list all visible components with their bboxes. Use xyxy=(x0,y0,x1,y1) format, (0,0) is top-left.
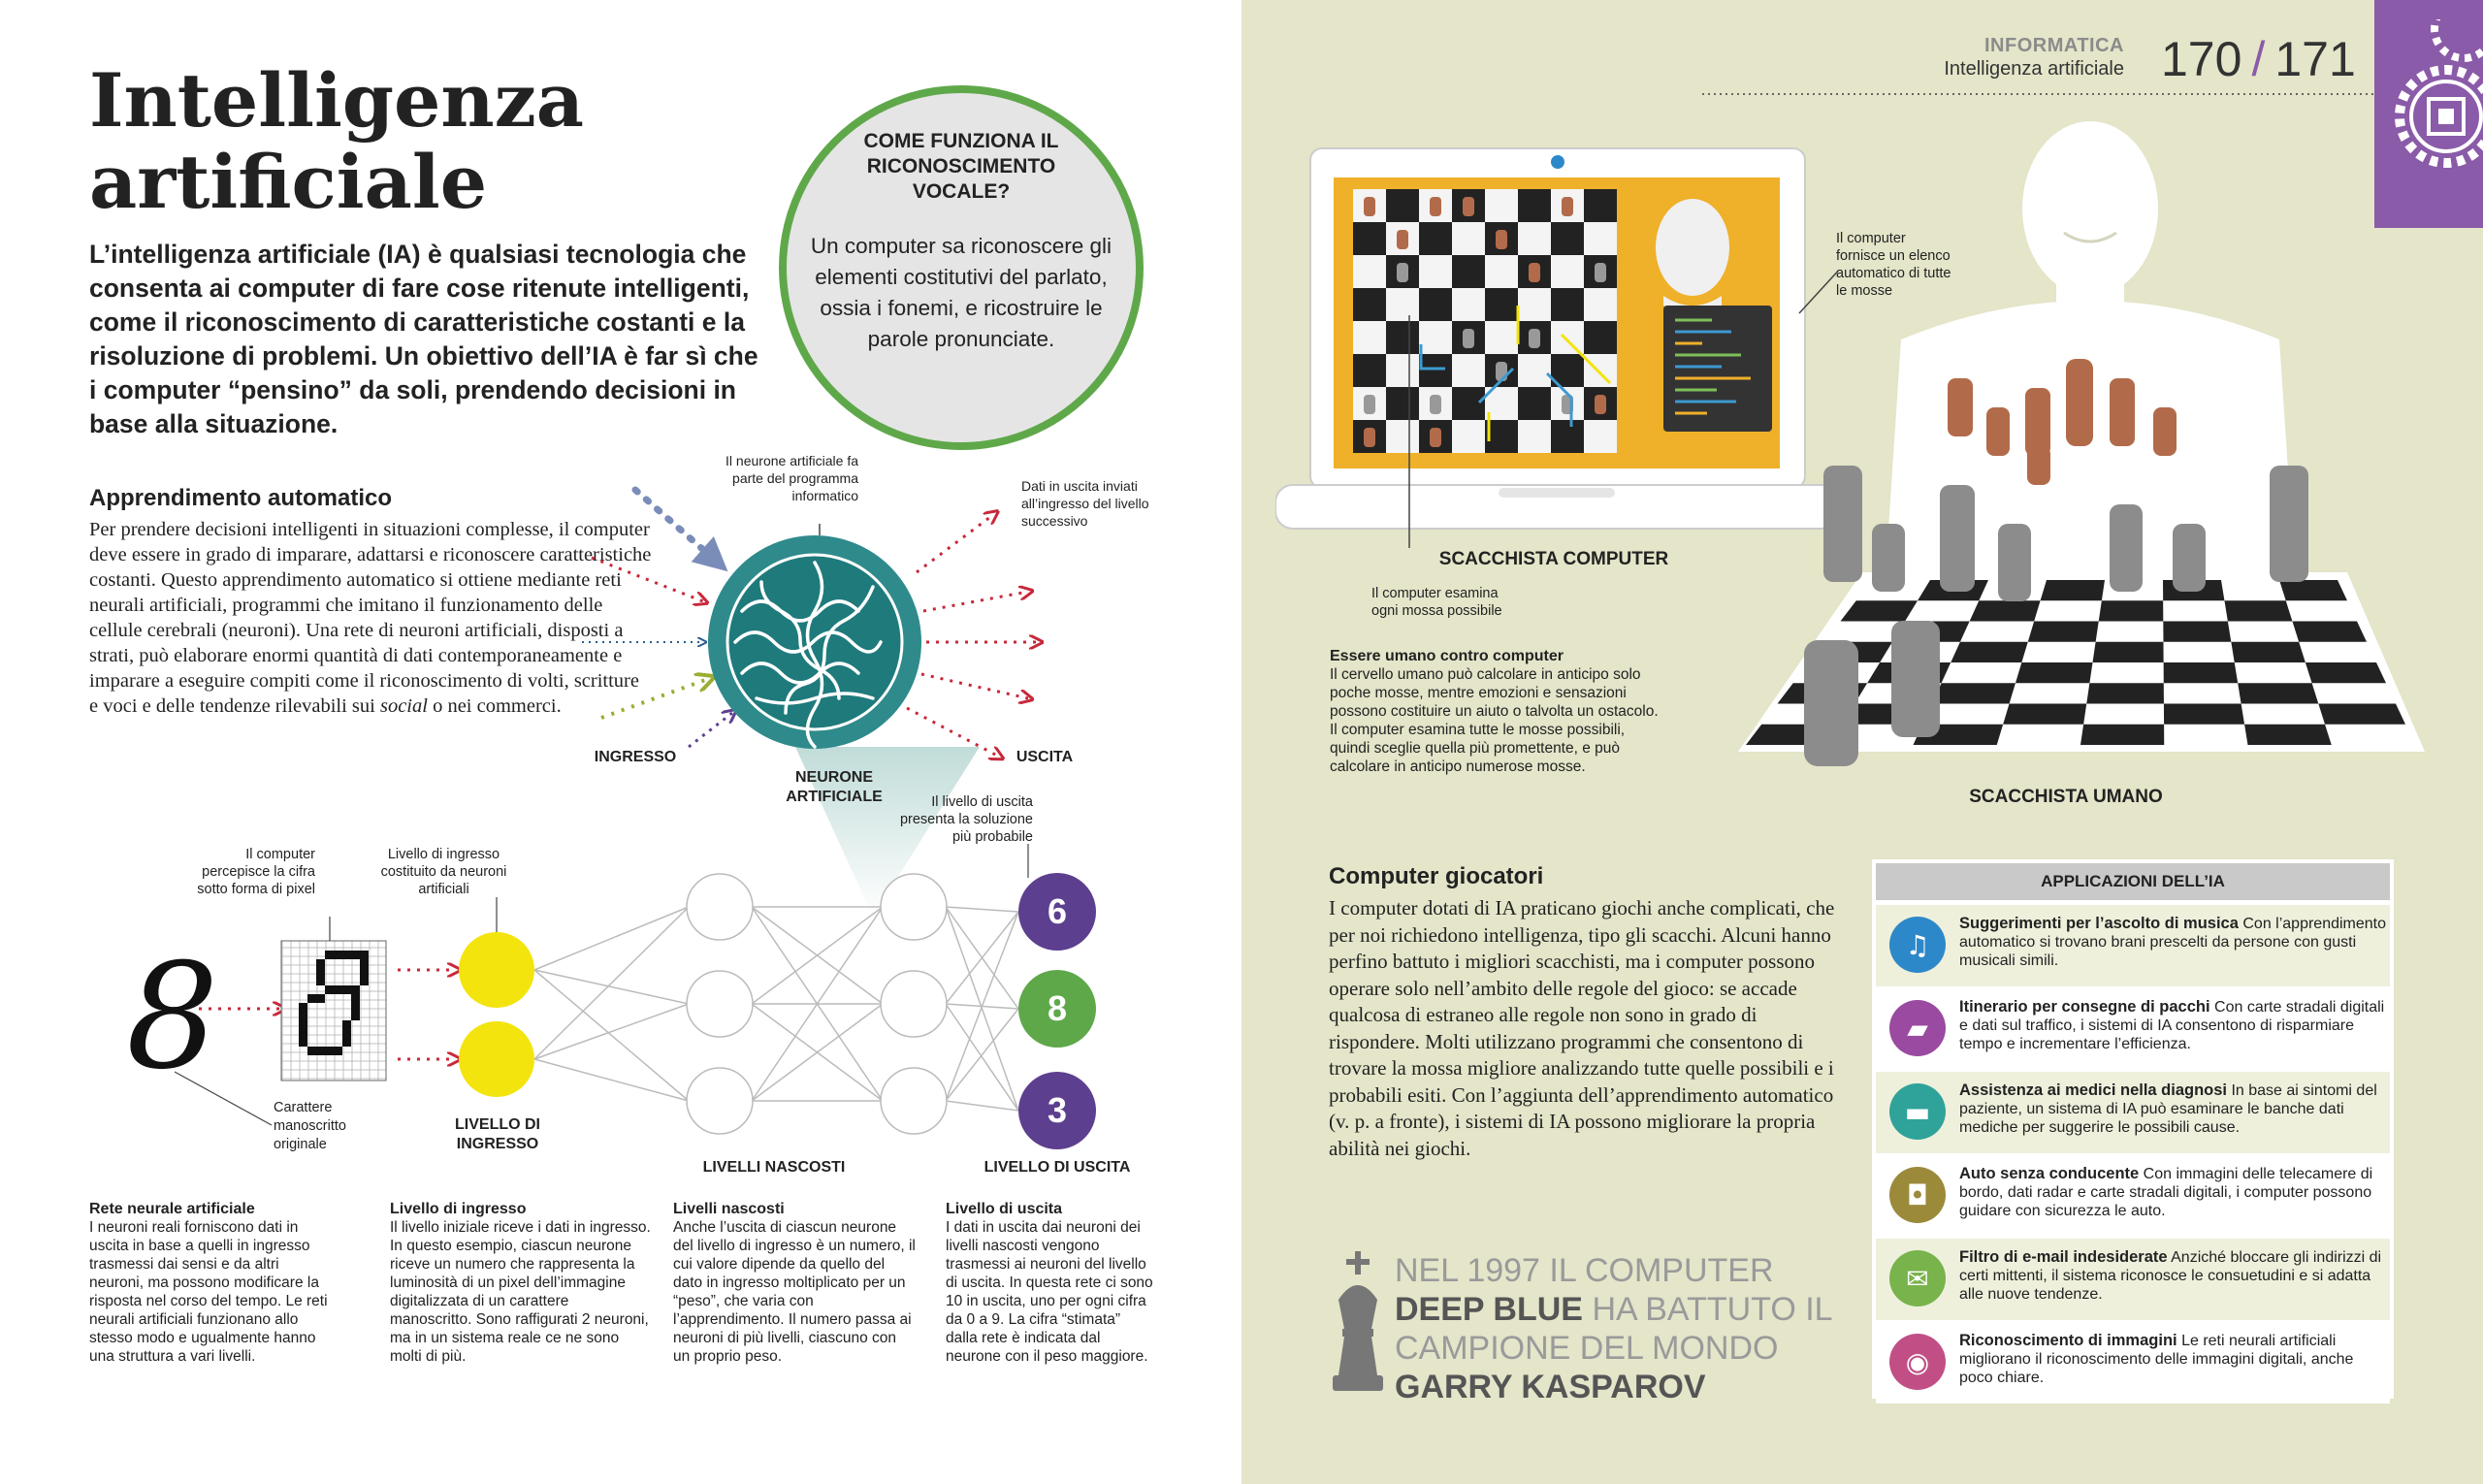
title-line-1: Intelligenza xyxy=(89,57,585,144)
application-title: Assistenza ai medici nella diagnosi xyxy=(1959,1081,2228,1099)
laptop-board-square xyxy=(1386,288,1419,321)
application-text xyxy=(1959,1248,2386,1304)
application-title: Filtro di e-mail indesiderate xyxy=(1959,1248,2168,1266)
page-number-right: 171 xyxy=(2274,32,2356,86)
truck-icon: ▰ xyxy=(1889,1000,1946,1056)
page-title xyxy=(89,57,585,225)
laptop-board-square xyxy=(1353,255,1386,288)
board-square xyxy=(2306,662,2386,683)
laptop-board-square xyxy=(1551,321,1584,354)
laptop-chess-piece xyxy=(1529,263,1540,282)
application-text xyxy=(1959,1081,2386,1137)
human-vs-computer: Essere umano contro computer Il cervello umano può calcolare in anticipo solo poche mosse, mentre emozioni e sensazioni possono costituire un aiuto o talvolta un ostacolo. Il computer esamina tutte le mosse possibili, quindi sceglie quella più promettente, e può calcolare in anticipo numerose mosse. xyxy=(1330,648,1659,775)
caption-hidden-layers: Livelli nascosti Anche l’uscita di ciascun neurone del livello di ingresso è un numero, il cui valore dipende da quello del dato in ingresso moltiplicato per un “peso”, che varia con l’apprendimento. Il numero passa ai neuroni di più livelli, ciascuno con un proprio peso. xyxy=(673,1201,916,1365)
laptop-board-square xyxy=(1551,255,1584,288)
laptop-board-square xyxy=(1485,321,1518,354)
header-divider xyxy=(1702,91,2381,97)
board-square xyxy=(2041,580,2105,600)
note-handwritten-character: Carattere manoscritto originale xyxy=(274,1100,346,1152)
output-neuron-3: 3 xyxy=(1018,1072,1096,1149)
laptop-board-square xyxy=(1518,222,1551,255)
board-square xyxy=(2093,642,2164,662)
board-square xyxy=(2244,725,2332,745)
output-neuron-6: 6 xyxy=(1018,873,1096,951)
board-square xyxy=(1951,642,2028,662)
application-title: Auto senza conducente xyxy=(1959,1165,2140,1182)
laptop-chess-piece xyxy=(1463,329,1474,348)
car-icon: ◘ xyxy=(1889,1167,1946,1223)
voice-answer: Un computer sa riconoscere gli elementi costitutivi del parlato, ossia i fonemi, e ricostruire le parole pronunciate. xyxy=(810,234,1113,351)
laptop-board-square xyxy=(1419,354,1452,387)
board-square xyxy=(2080,725,2164,745)
machine-learning-text: Per prendere decisioni intelligenti in situazioni complesse, il computer deve essere in grado di imparare, adattarsi e riconoscere caratteristiche costanti. Questo apprendimento automatico si ottiene mediante reti neurali artificiali, programmi che imitano il funzionamento delle cellule cerebrali (neuroni). Una rete di neuroni artificiali, disposti a strati, può elaborare enormi quantità di dati contemporaneamente e imparare a eseguire compiti come il riconoscimento di volti, scritture e voci e delle tendenze rilevabili sui social o nei commerci. xyxy=(89,519,652,717)
application-title: Itinerario per consegne di pacchi xyxy=(1959,998,2210,1016)
application-description: Con l’apprendimento automatico si trovano brani prescelti da persone con gusti musicali simili. xyxy=(1959,916,2387,969)
label-output: USCITA xyxy=(1016,749,1074,765)
laptop-board-square xyxy=(1551,420,1584,453)
application-text xyxy=(1959,1165,2386,1220)
laptop-chess-piece xyxy=(1430,395,1441,414)
laptop-chess-piece xyxy=(1397,263,1408,282)
laptop-board-square xyxy=(1452,288,1485,321)
laptop-chess-piece xyxy=(1430,197,1441,216)
handwritten-digit: 8 xyxy=(126,933,219,1102)
laptop-chess-piece xyxy=(1595,395,1606,414)
application-item xyxy=(1876,1072,2390,1153)
laptop-board-square xyxy=(1518,288,1551,321)
laptop-board-square xyxy=(1584,420,1617,453)
board-square xyxy=(2279,580,2347,600)
laptop-board-square xyxy=(1584,354,1617,387)
application-title: Riconoscimento di immagini xyxy=(1959,1332,2177,1349)
application-item xyxy=(1876,905,2390,986)
label-input: INGRESSO xyxy=(594,749,677,765)
laptop-board-square xyxy=(1419,288,1452,321)
laptop-board-square xyxy=(1386,189,1419,222)
board-square xyxy=(2292,622,2367,642)
games-heading: Computer giocatori xyxy=(1329,863,1544,889)
board-square xyxy=(2003,704,2086,725)
hospital-bed-icon: ▬ xyxy=(1889,1083,1946,1140)
laptop-chess-piece xyxy=(1364,395,1375,414)
laptop-chess-piece xyxy=(1595,263,1606,282)
board-square xyxy=(2318,704,2405,725)
label-artificial-neuron: NEURONE ARTIFICIALE xyxy=(786,769,883,805)
label-human-player: SCACCHISTA UMANO xyxy=(1969,787,2163,807)
voice-question: COME FUNZIONA IL RICONOSCIMENTO VOCALE? xyxy=(863,130,1059,203)
label-input-layer: LIVELLO DI INGRESSO xyxy=(455,1116,540,1152)
machine-learning-heading: Apprendimento automatico xyxy=(89,485,393,511)
page-numbers xyxy=(2161,31,2356,87)
laptop-board-square xyxy=(1485,255,1518,288)
application-description: Le reti neurali artificiali migliorano il riconoscimento delle immagini digitali, anche poco chiare. xyxy=(1959,1333,2354,1386)
laptop-board-square xyxy=(1485,189,1518,222)
laptop-board-square xyxy=(1386,321,1419,354)
note-output-layer: Il livello di uscita presenta la soluzione più probabile xyxy=(899,794,1033,845)
laptop-board-square xyxy=(1386,387,1419,420)
intro-paragraph: L’intelligenza artificiale (IA) è qualsiasi tecnologia che consenta ai computer di fare cose ritenute intelligenti, come il riconoscimento di caratteristiche costanti e la risoluzione di problemi. Un obiettivo dell’IA è far sì che i computer “pensino” da soli, prendendo decisioni in base alla situazione. xyxy=(89,240,758,438)
laptop-board-square xyxy=(1452,255,1485,288)
envelope-icon: ✉ xyxy=(1889,1250,1946,1307)
laptop-board-square xyxy=(1452,420,1485,453)
board-square xyxy=(2164,704,2244,725)
laptop-board-square xyxy=(1452,387,1485,420)
label-computer-player: SCACCHISTA COMPUTER xyxy=(1438,549,1669,569)
laptop-board-square xyxy=(1584,321,1617,354)
application-item xyxy=(1876,1322,2390,1403)
board-square xyxy=(2231,642,2306,662)
board-square xyxy=(2086,683,2164,703)
laptop-board-square xyxy=(1386,420,1419,453)
application-item xyxy=(1876,1239,2390,1320)
application-description: Con carte stradali digitali e dati sul traffico, i sistemi di IA consentono di risparmiare tempo e incrementare l’efficienza. xyxy=(1959,999,2385,1052)
laptop-board-square xyxy=(1452,354,1485,387)
board-square xyxy=(1932,683,2015,703)
subsection-label: Intelligenza artificiale xyxy=(1944,58,2124,80)
laptop-board-square xyxy=(1419,255,1452,288)
note-computer-examines: Il computer esamina ogni mossa possibile xyxy=(1371,586,1502,619)
human-chess-player-illustration xyxy=(1726,116,2425,776)
caption-neural-network: Rete neurale artificiale I neuroni reali forniscono dati in uscita in base a quelli in ingresso trasmessi dai sensi e da altri neuroni, ma possono modificare la risposta nel corso del tempo. Le reti neurali artificiali funzionano allo stesso modo e ugualmente hanno una struttura a vari livelli. xyxy=(89,1201,328,1365)
laptop-board-square xyxy=(1518,420,1551,453)
note-pixels: Il computer percepisce la cifra sotto forma di pixel xyxy=(197,847,315,897)
board-square xyxy=(2163,622,2231,642)
caption-output-layer: Livello di uscita I dati in uscita dai neuroni dei livelli nascosti vengono trasmessi ai neuroni del livello di uscita. In questa rete ci sono 10 in uscita, uno per ogni cifra da 0 a 9. La cifra “stimata” dalla rete è indicata dal neurone con il peso maggiore. xyxy=(946,1201,1153,1365)
laptop-board-square xyxy=(1584,222,1617,255)
laptop-board-square xyxy=(1584,189,1617,222)
application-description: Anziché bloccare gli indirizzi di certi mittenti, il sistema riconosce le consuetudini e si adatta alle nuove tendenze. xyxy=(1959,1249,2382,1303)
laptop-chess-piece xyxy=(1430,428,1441,447)
laptop-board-square xyxy=(1353,222,1386,255)
board-square xyxy=(2224,600,2292,621)
laptop-board-square xyxy=(1584,288,1617,321)
laptop-chess-piece xyxy=(1397,230,1408,249)
eye-icon: ◉ xyxy=(1889,1334,1946,1390)
board-square xyxy=(2028,622,2099,642)
laptop-board-square xyxy=(1551,288,1584,321)
application-item xyxy=(1876,988,2390,1070)
laptop-chess-piece xyxy=(1364,428,1375,447)
laptop-chess-piece xyxy=(1496,230,1507,249)
laptop-board-square xyxy=(1353,354,1386,387)
laptop-board-square xyxy=(1386,354,1419,387)
laptop-board-square xyxy=(1419,222,1452,255)
application-description: Con immagini delle telecamere di bordo, dati radar e carte stradali digitali, i computer possono guidare con sicurezza le auto. xyxy=(1959,1166,2373,1219)
label-hidden-layers: LIVELLI NASCOSTI xyxy=(702,1159,846,1176)
applications-heading: APPLICAZIONI DELL’IA xyxy=(1876,863,2390,900)
application-text xyxy=(1959,1332,2386,1387)
laptop-board-square xyxy=(1551,222,1584,255)
board-square xyxy=(2238,683,2318,703)
application-description: In base ai sintomi del paziente, un sistema di IA può esaminare le banche dati mediche per suggerire le possibili cause. xyxy=(1959,1082,2377,1136)
title-line-2: artificiale xyxy=(89,139,488,225)
page-slash: / xyxy=(2251,32,2266,86)
artificial-neuron-diagram xyxy=(572,466,1077,795)
laptop-chess-piece xyxy=(1562,197,1573,216)
king-chess-icon xyxy=(1329,1251,1387,1397)
page-number-left: 170 xyxy=(2161,32,2242,86)
laptop-chess-piece xyxy=(1364,197,1375,216)
output-neuron-8: 8 xyxy=(1018,970,1096,1048)
board-square xyxy=(2164,662,2239,683)
laptop-chess-piece xyxy=(1463,197,1474,216)
note-computer-move-list: Il computer fornisce un elenco automatico di tutte le mosse xyxy=(1836,231,1951,299)
deep-blue-quote: NEL 1997 IL COMPUTER DEEP BLUE HA BATTUTO IL CAMPIONE DEL MONDO GARRY KASPAROV xyxy=(1395,1252,1832,1405)
laptop-board-square xyxy=(1485,288,1518,321)
section-label: INFORMATICA xyxy=(1984,35,2124,56)
music-note-icon: ♫ xyxy=(1889,917,1946,973)
laptop-board-square xyxy=(1419,321,1452,354)
board-square xyxy=(2015,662,2093,683)
laptop-board-square xyxy=(1353,321,1386,354)
laptop-board-square xyxy=(1353,288,1386,321)
laptop-board-square xyxy=(1518,354,1551,387)
application-item xyxy=(1876,1155,2390,1237)
application-text xyxy=(1959,915,2386,970)
laptop-chess-piece xyxy=(1529,329,1540,348)
note-output-data: Dati in uscita inviati all’ingresso del livello successivo xyxy=(1021,478,1149,529)
laptop-board-square xyxy=(1518,387,1551,420)
board-square xyxy=(2099,600,2164,621)
board-square xyxy=(1970,600,2041,621)
laptop-board-square xyxy=(1518,189,1551,222)
note-neuron-program: Il neurone artificiale fa parte del programma informatico xyxy=(726,453,858,503)
games-text: I computer dotati di IA praticano giochi anche complicati, che per noi richiedono intelligenza, tipo gli scacchi. Alcuni hanno perfino battuto i migliori scacchisti, ma i computer possono operare solo nell’ambito delle regole del gioco: se accade qualcosa di estraneo alle regole non sono in grado di rispondere. Molti utilizzano programmi che consentono di trovare la mossa migliore analizzando tutte quelle possibili e i probabili esiti. Con l’aggiunta dell’apprendimento automatico (v. p. a fronte), i sistemi di IA possono migliorare la propria abilità nei giochi. xyxy=(1329,896,1835,1160)
label-output-layer: LIVELLO DI USCITA xyxy=(984,1159,1131,1176)
laptop-board-square xyxy=(1452,222,1485,255)
note-input-layer: Livello di ingresso costituito da neuroni artificiali xyxy=(380,847,507,897)
caption-input-layer: Livello di ingresso Il livello iniziale riceve i dati in ingresso. In questo esempio, ciascun neurone riceve un numero che rappresenta la luminosità di un pixel dell’immagine digitalizzata di un carattere manoscritto. Sono raffigurati 2 neuroni, ma in un sistema reale ce ne sono molti di più. xyxy=(390,1201,651,1365)
application-text xyxy=(1959,998,2386,1053)
application-title: Suggerimenti per l’ascolto di musica xyxy=(1959,915,2239,932)
